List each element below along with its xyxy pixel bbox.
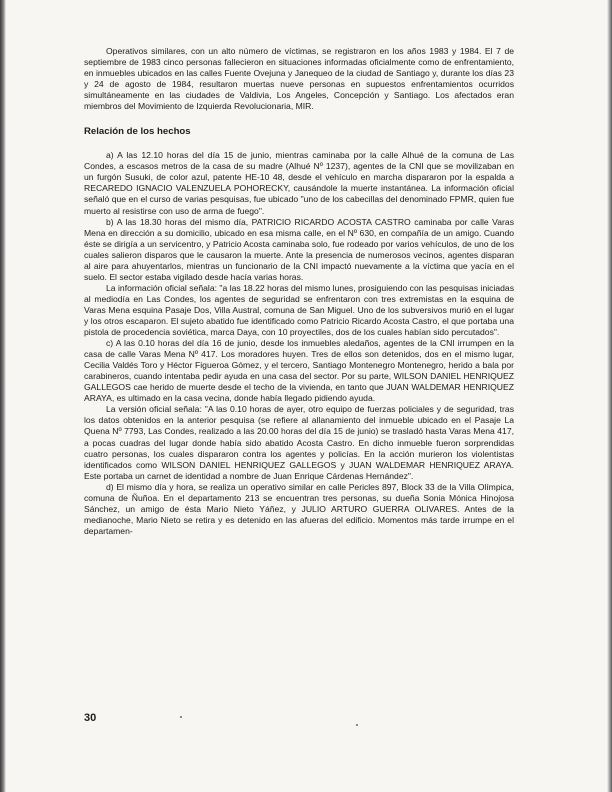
intro-paragraph: Operativos similares, con un alto número de víctimas, se registraron en los años 1983 y 1984. El 7 de septiembre de 1983 cinco personas fallecieron en situaciones informadas oficialmente como de enfrentamiento, en inmuebles ubicados en las calles Fuente Ovejuna y Janequeo de la ciudad de Santiago y, durante los días 23 y 24 de agosto de 1984, resultaron muertas nueve personas en supuestos enfrentamientos ocurridos simultáneamente en las ciudades de Valdivia, Los Angeles, Concepción y Santiago. Los afectados eran miembros del Movimiento de Izquierda Revolucionaria, MIR. <box>84 46 514 112</box>
paragraph-b: b) A las 18.30 horas del mismo día, PATRICIO RICARDO ACOSTA CASTRO caminaba por calle Varas Mena en dirección a su domicilio, ubicado en esa misma calle, en el Nº 630, en compañía de un amigo. Cuando éste se dirigía a un servicentro, y Patricio Acosta caminaba solo, fue rodeado por varios vehículos, de uno de los cuales salieron disparos que le causaron la muerte. Ante la presencia de numerosos vecinos, agentes disparan al aire para ahuyentarlos, mientras un funcionario de la CNI impactó nuevamente a la víctima que yacía en el suelo. El sector estaba vigilado desde hacía varias horas. <box>84 216 514 282</box>
paragraph-official-version-c: La versión oficial señala: "A las 0.10 horas de ayer, otro equipo de fuerzas policiales y de seguridad, tras los datos obtenidos en la anterior pesquisa (se refiere al allanamiento del inmueble ubicado en el Pasaje La Quena Nº 7793, Las Condes, realizado a las 20.00 horas del día 15 de junio) se trasladó hasta Varas Mena 417, a pocas cuadras del lugar donde había sido abatido Acosta Castro. En dicho inmueble fueron sorprendidas cuatro personas, los cuales dispararon contra los agentes y policías. En la acción murieron los violentistas identificados como WILSON DANIEL HENRIQUEZ GALLEGOS y JUAN WALDEMAR HENRIQUEZ ARAYA. Este portaba un carnet de identidad a nombre de Juan Enrique Cárdenas Hernández". <box>84 404 514 481</box>
scan-left-edge <box>0 0 6 792</box>
section-heading: Relación de los hechos <box>84 126 191 138</box>
paragraph-c: c) A las 0.10 horas del día 16 de junio, desde los inmuebles aledaños, agentes de la CNI irrumpen en la casa de calle Varas Mena Nº 417. Los moradores huyen. Tres de ellos son detenidos, dos en el mismo lugar, Cecilia Valdés Toro y Héctor Figueroa Gómez, y el tercero, Santiago Montenegro Montenegro, herido a bala por carabineros, cuando intentaba pedir ayuda en una casa del sector. Por su parte, WILSON DANIEL HENRIQUEZ GALLEGOS cae herido de muerte desde el techo de la vivienda, en tanto que JUAN WALDEMAR HENRIQUEZ ARAYA, es ultimado en la casa vecina, donde había llegado pidiendo ayuda. <box>84 338 514 404</box>
paragraph-a: a) A las 12.10 horas del día 15 de junio, mientras caminaba por la calle Alhué de la comuna de Las Condes, a escasos metros de la casa de su madre (Alhué Nº 1237), agentes de la CNI que se movilizaban en un furgón Susuki, de color azul, patente HE-10 48, desde el vehículo en marcha dispararon por la espalda a RECAREDO IGNACIO VALENZUELA POHORECKY, causándole la muerte instantánea. La información oficial señaló que en el curso de varias pesquisas, fue ubicado "uno de los cabecillas del denominado FPMR, quien fue muerto al resistirse con uso de arma de fuego". <box>84 150 514 216</box>
scan-speck <box>180 716 182 718</box>
page-body <box>84 46 514 537</box>
paragraph-d: d) El mismo día y hora, se realiza un operativo similar en calle Pericles 897, Block 33 de la Villa Olímpica, comuna de Ñuñoa. En el departamento 213 se encuentran tres personas, su dueña Sonia Mónica Hinojosa Sánchez, un amigo de ésta Mario Nieto Yáñez, y JULIO ARTURO GUERRA OLIVARES. Antes de la medianoche, Mario Nieto se retira y es detenido en las afueras del edificio. Momentos más tarde irrumpe en el departamen- <box>84 481 514 536</box>
scan-speck <box>356 724 358 726</box>
page-number: 30 <box>84 712 97 724</box>
scan-right-edge <box>607 0 612 792</box>
paragraph-official-info-b: La información oficial señala: "a las 18.22 horas del mismo lunes, prosiguiendo con las pesquisas iniciadas al mediodía en Las Condes, los agentes de seguridad se enfrentaron con tres extremistas en la esquina de Varas Mena esquina Pasaje Dos, Villa Austral, comuna de San Miguel. Uno de los subversivos murió en el lugar y los otros escaparon. El sujeto abatido fue identificado como Patricio Ricardo Acosta Castro, el que portaba una pistola de procedencia soviética, marca Daya, con 10 proyectiles, dos de los cuales habían sido percutados". <box>84 282 514 338</box>
